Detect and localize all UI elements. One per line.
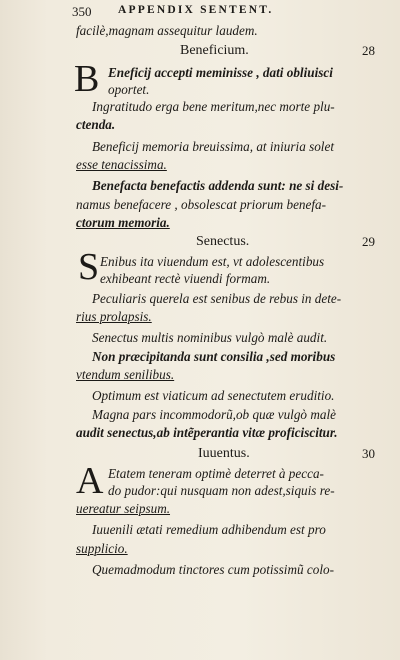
text-line: uereatur seipsum.	[76, 501, 171, 516]
text-line: Magna pars incommodorũ,ob quæ vulgò malè	[92, 407, 336, 422]
text-line: oportet.	[108, 82, 150, 97]
text-line: vtendum senilibus.	[76, 367, 175, 382]
page-number: 350	[72, 4, 92, 19]
text-line: Peculiaris querela est senibus de rebus in dete-	[92, 291, 342, 306]
text-line: supplicio.	[76, 541, 128, 556]
drop-capital: A	[76, 460, 104, 502]
text-line: Quemadmodum tinctores cum potissimũ colo-	[92, 562, 334, 577]
text-line: exhibeant rectè viuendi formam.	[100, 271, 271, 286]
text-line: ctorum memoria.	[76, 215, 170, 230]
text-line: esse tenacissima.	[76, 157, 167, 172]
section-heading: Senectus.	[196, 234, 250, 249]
text-line: Ingratitudo erga bene meritum,nec morte plu-	[92, 99, 335, 114]
section-number: 29	[362, 234, 375, 249]
text-line: ctenda.	[76, 117, 116, 132]
section-heading: Iuuentus.	[198, 446, 250, 461]
text-line: audit senectus,ab intẽperantia vitæ proficiscitur.	[76, 425, 338, 440]
drop-capital: B	[74, 58, 100, 100]
section-number: 30	[362, 446, 375, 461]
text-line: facilè,magnam assequitur laudem.	[76, 23, 258, 38]
text-line: Enibus ita viuendum est, vt adolescentibus	[100, 254, 325, 269]
text-line: Iuuenili ætati remedium adhibendum est pro	[92, 522, 326, 537]
text-line: Optimum est viaticum ad senectutem eruditio.	[92, 388, 335, 403]
text-line: Senectus multis nominibus vulgò malè audit.	[92, 330, 328, 345]
text-line: Beneficij memoria breuissima, at iniuria solet	[92, 139, 334, 154]
text-line: namus benefacere , obsolescat priorum benefa-	[76, 197, 327, 212]
text-line: Benefacta benefactis addenda sunt: ne si desi-	[92, 178, 344, 193]
text-line: Etatem teneram optimè deterret à pecca-	[108, 466, 324, 481]
running-head	[72, 4, 372, 20]
text-line: do pudor:qui nusquam non adest,siquis re-	[108, 483, 335, 498]
text-line: Eneficij accepti meminisse , dati obliuisci	[108, 65, 333, 80]
text-line: rius prolapsis.	[76, 309, 152, 324]
section-number: 28	[362, 43, 375, 58]
text-line: Non præcipitanda sunt consilia ,sed moribus	[92, 349, 336, 364]
running-title: APPENDIX SENTENT.	[118, 4, 274, 16]
section-heading: Beneficium.	[180, 43, 249, 58]
drop-capital: S	[78, 246, 100, 288]
